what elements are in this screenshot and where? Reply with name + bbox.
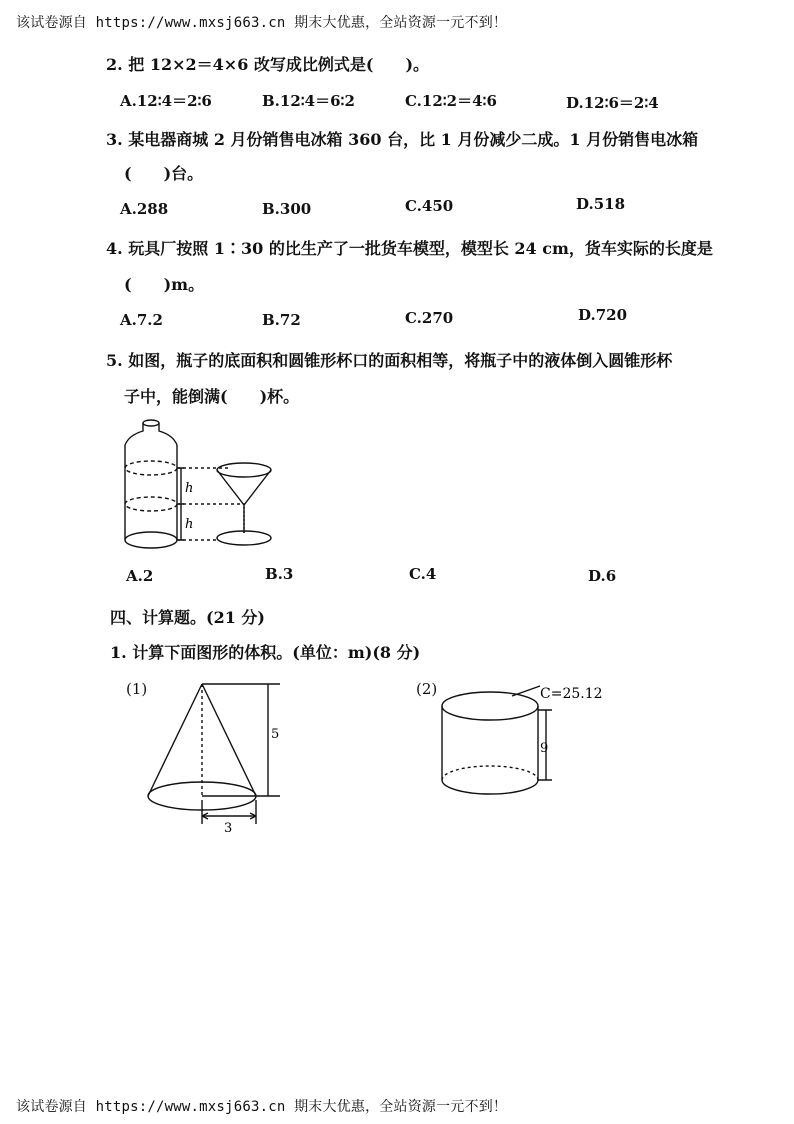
q3-option-c: C.450 bbox=[405, 197, 454, 215]
q5-option-c: C.4 bbox=[409, 565, 437, 583]
cylinder-circumference-label: C=25.12 bbox=[540, 686, 603, 702]
q2-option-b: B.12∶4＝6∶2 bbox=[262, 92, 355, 110]
question-3: 3. 某电器商城 2 月份销售电冰箱 360 台，比 1 月份减少二成。1 月份销售电冰箱 bbox=[106, 130, 699, 149]
q4-option-d: D.720 bbox=[578, 306, 628, 324]
figure-2-label: (2) bbox=[416, 680, 438, 698]
question-2: 2. 把 12×2＝4×6 改写成比例式是( )。 bbox=[106, 55, 430, 74]
q4-option-a: A.7.2 bbox=[120, 311, 163, 329]
q3-option-a: A.288 bbox=[120, 200, 169, 218]
q4-option-c: C.270 bbox=[405, 309, 454, 327]
bottle-cup-figure bbox=[115, 415, 290, 555]
question-4-continued: ( )m。 bbox=[124, 275, 205, 294]
cone-figure bbox=[140, 676, 290, 836]
q2-option-a: A.12∶4＝2∶6 bbox=[120, 92, 212, 110]
calc-question-1: 1. 计算下面图形的体积。(单位：m)(8 分) bbox=[110, 643, 421, 662]
q4-option-b: B.72 bbox=[262, 311, 301, 329]
top-banner: 该试卷源自 https://www.mxsj663.cn 期末大优惠，全站资源一元不到！ bbox=[16, 15, 508, 31]
cylinder-figure bbox=[440, 678, 620, 798]
question-4: 4. 玩具厂按照 1∶30 的比生产了一批货车模型，模型长 24 cm，货车实际的长度是 bbox=[106, 239, 713, 258]
q2-option-d: D.12∶6＝2∶4 bbox=[566, 94, 659, 112]
question-5: 5. 如图，瓶子的底面积和圆锥形杯口的面积相等，将瓶子中的液体倒入圆锥形杯 bbox=[106, 351, 673, 370]
question-5-continued: 子中，能倒满( )杯。 bbox=[124, 387, 300, 406]
cone-height-label: 5 bbox=[271, 727, 280, 742]
figure-1-label: (1) bbox=[126, 680, 148, 698]
cone-radius-label: 3 bbox=[224, 821, 233, 836]
q2-option-c: C.12∶2＝4∶6 bbox=[405, 92, 497, 110]
q5-option-d: D.6 bbox=[588, 567, 617, 585]
question-3-continued: ( )台。 bbox=[124, 164, 204, 183]
section-4-title: 四、计算题。(21 分) bbox=[110, 608, 265, 627]
bottom-banner: 该试卷源自 https://www.mxsj663.cn 期末大优惠，全站资源一元不到！ bbox=[16, 1099, 508, 1115]
q5-option-a: A.2 bbox=[126, 567, 154, 585]
cylinder-height-label: 9 bbox=[540, 741, 549, 756]
q3-option-d: D.518 bbox=[576, 195, 626, 213]
q3-option-b: B.300 bbox=[262, 200, 312, 218]
h-label-lower: h bbox=[185, 517, 194, 532]
q5-option-b: B.3 bbox=[265, 565, 294, 583]
h-label-upper: h bbox=[185, 481, 194, 496]
